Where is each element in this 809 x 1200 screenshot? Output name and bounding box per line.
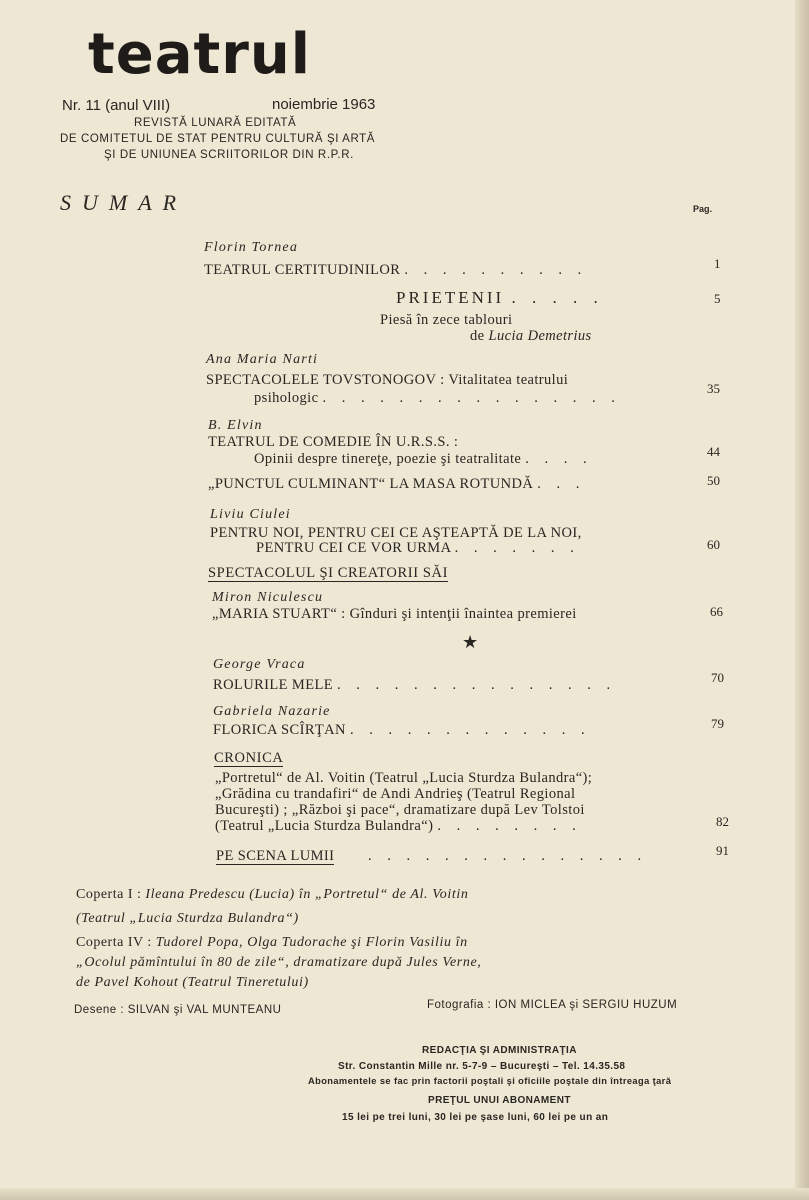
issue-number: Nr. 11 (anul VIII) [62,97,171,114]
toc-dots: . . . . . . . . . . . . . . . [368,848,648,864]
toc-author: Ana Maria Narti [206,352,319,367]
toc-page-number: 60 [707,537,720,552]
toc-author: George Vraca [213,657,306,672]
editorial-office: REDACŢIA ŞI ADMINISTRAŢIA [422,1045,577,1056]
toc-chronicle-line: Bucureşti) ; „Război şi pace“, dramatizare după Lev Tolstoi [215,802,585,818]
masthead-title: teatrul [88,22,311,87]
toc-title: SPECTACOLELE TOVSTONOGOV : Vitalitatea teatrului [206,372,569,388]
toc-title: PENTRU NOI, PENTRU CEI CE AŞTEAPTĂ DE LA NOI, [210,525,582,541]
toc-chronicle-line: „Grădina cu trandafiri“ de Andi Andrieş (Teatrul Regional [215,786,576,802]
toc-author: Liviu Ciulei [210,507,291,522]
cover-1-caption: Coperta I : Ileana Predescu (Lucia) în „Portretul“ de Al. Voitin [76,887,469,902]
toc-section-heading: CRONICA [214,750,284,766]
toc-author: Gabriela Nazarie [213,704,331,719]
toc-title: PE SCENA LUMII [216,848,335,864]
toc-title-continued: PENTRU CEI CE VOR URMA . . . . . . . [256,540,580,556]
drawings-credit: Desene : SILVAN şi VAL MUNTEANU [74,1004,282,1016]
toc-author: Miron Niculescu [212,590,324,605]
toc-title: TEATRUL DE COMEDIE ÎN U.R.S.S. : [208,434,459,450]
toc-page-number: 44 [707,444,720,459]
editorial-address: Str. Constantin Mille nr. 5-7-9 – Bucureşti – Tel. 14.35.58 [338,1061,626,1072]
toc-page-number: 82 [716,814,729,829]
publisher-line-2: DE COMITETUL DE STAT PENTRU CULTURĂ ŞI ARTĂ [60,133,376,145]
page-column-label: Pag. [693,204,713,214]
page-edge-shadow [795,0,809,1200]
issue-date: noiembrie 1963 [272,96,376,113]
publisher-line-3: ŞI DE UNIUNEA SCRIITORILOR DIN R.P.R. [104,149,354,161]
toc-page-number: 1 [714,256,721,271]
toc-page-number: 66 [710,604,723,619]
publisher-line-1: REVISTĂ LUNARĂ EDITATĂ [134,117,297,129]
toc-heading: SUMAR [60,190,188,215]
toc-title-continued: psihologic . . . . . . . . . . . . . . . . [254,390,621,406]
cover-4-caption-cont: „Ocolul pămîntului în 80 de zile“, dramatizare după Jules Verne, [76,955,482,970]
toc-title: „PUNCTUL CULMINANT“ LA MASA ROTUNDĂ . . . [208,476,586,492]
toc-chronicle-line: (Teatrul „Lucia Sturdza Bulandra“) . . . . . . . . [215,818,582,834]
toc-page-number: 35 [707,381,720,396]
subscription-price: 15 lei pe trei luni, 30 lei pe şase luni, 60 lei pe un an [342,1112,609,1123]
toc-title: TEATRUL CERTITUDINILOR . . . . . . . . . . [204,262,588,278]
toc-section-heading: SPECTACOLUL ŞI CREATORII SĂI [208,565,449,581]
toc-play-author: de Lucia Demetrius [470,328,592,344]
toc-page-number: 91 [716,843,729,858]
cover-4-caption: Coperta IV : Tudorel Popa, Olga Tudorache şi Florin Vasiliu în [76,935,468,950]
toc-page-number: 5 [714,291,721,306]
toc-title: FLORICA SCÎRŢAN . . . . . . . . . . . . . [213,722,591,738]
cover-1-caption-cont: (Teatrul „Lucia Sturdza Bulandra“) [76,911,299,926]
toc-page-number: 50 [707,473,720,488]
toc-chronicle-line: „Portretul“ de Al. Voitin (Teatrul „Lucia Sturdza Bulandra“); [215,770,593,786]
toc-author: Florin Tornea [204,240,299,255]
page-bottom-edge [0,1188,809,1200]
subscription-price-title: PREŢUL UNUI ABONAMENT [428,1095,571,1106]
toc-title-continued: Opinii despre tinereţe, poezie şi teatralitate . . . . [254,451,593,467]
toc-title: ROLURILE MELE . . . . . . . . . . . . . . . [213,677,617,693]
toc-author: B. Elvin [208,418,263,433]
photos-credit: Fotografia : ION MICLEA şi SERGIU HUZUM [427,999,678,1011]
cover-4-caption-cont: de Pavel Kohout (Teatrul Tineretului) [76,975,309,990]
toc-page-number: 79 [711,716,724,731]
star-separator: ★ [462,632,479,652]
toc-page-number: 70 [711,670,724,685]
toc-title-play: PRIETENII . . . . . [396,288,604,307]
toc-title: „MARIA STUART“ : Gînduri şi intenţii înaintea premierei [212,606,577,622]
subscription-info: Abonamentele se fac prin factorii poştali şi oficiile poştale din întreaga ţară [308,1076,672,1086]
toc-subtitle: Piesă în zece tablouri [380,312,513,328]
